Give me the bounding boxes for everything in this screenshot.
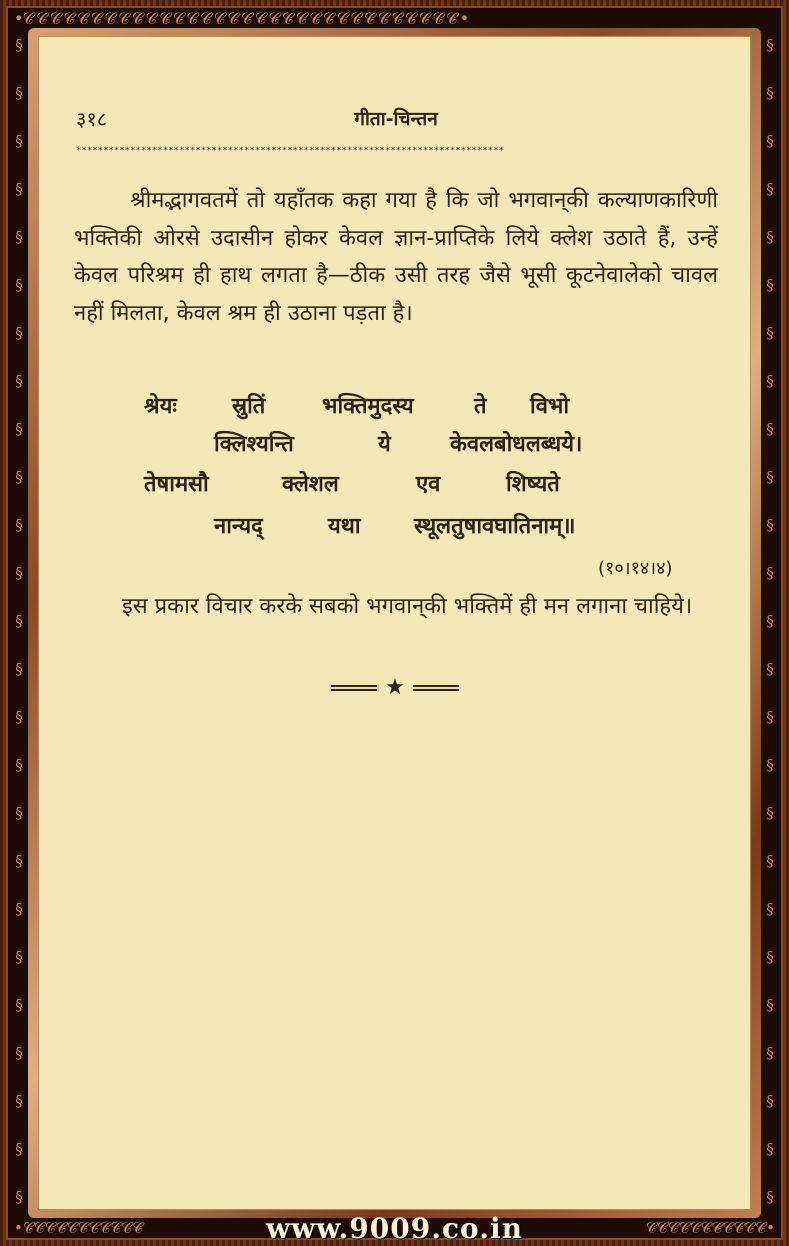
verse-word: तेषामसौ bbox=[144, 472, 209, 497]
top-ornament-border: •𝒞𝒞𝒞𝒞𝒞𝒞𝒞𝒞𝒞𝒞𝒞𝒞𝒞𝒞𝒞𝒞𝒞𝒞𝒞𝒞𝒞𝒞𝒞𝒞𝒞𝒞𝒞𝒞𝒞𝒞𝒞𝒞• bbox=[14, 10, 469, 28]
verse-word: यथा bbox=[328, 514, 361, 539]
divider-line-right bbox=[413, 685, 459, 691]
verse-word: क्लेशल bbox=[282, 472, 339, 497]
page-title: गीता-चिन्तन bbox=[354, 108, 438, 130]
verse-word: स्रुतिं bbox=[232, 394, 266, 419]
verse-word: विभो bbox=[530, 394, 570, 419]
verse-word: स्थूलतुषावघातिनाम्॥ bbox=[414, 514, 576, 539]
verse-word: ये bbox=[378, 432, 391, 457]
section-divider bbox=[318, 676, 472, 700]
verse-word: शिष्यते bbox=[506, 472, 560, 497]
paragraph-2: इस प्रकार विचार करके सबको भगवान्‌की भक्तिमें ही मन लगाना चाहिये। bbox=[122, 594, 693, 619]
verse-word: ते bbox=[474, 394, 487, 419]
star-icon: ★ bbox=[385, 675, 405, 700]
footer-ornament-left: •𝒞𝒞𝒞𝒞𝒞𝒞𝒞𝒞𝒞𝒞𝒞 bbox=[14, 1219, 144, 1237]
verse-word: भक्तिमुदस्य bbox=[322, 394, 414, 419]
verse-word: क्लिश्यन्ति bbox=[214, 432, 294, 457]
footer-bar bbox=[0, 1211, 789, 1245]
page-number: ३१८ bbox=[76, 107, 108, 131]
left-ornament-border: § § § § § § § § § § § § § § § § § § § § § § § § § bbox=[15, 36, 23, 1206]
verse-reference: (१०।१४।४) bbox=[598, 558, 673, 579]
verse-word: एव bbox=[416, 472, 441, 497]
header-separator: ******************************************************************************* bbox=[76, 146, 505, 156]
website-link[interactable]: www.9009.co.in bbox=[266, 1211, 523, 1245]
book-page bbox=[38, 36, 751, 1210]
verse-word: श्रेयः bbox=[144, 394, 177, 419]
divider-line-left bbox=[331, 685, 377, 691]
footer-ornament-right: 𝒞𝒞𝒞𝒞𝒞𝒞𝒞𝒞𝒞𝒞𝒞• bbox=[645, 1219, 775, 1237]
verse-word: नान्यद् bbox=[214, 514, 263, 539]
paragraph-1: श्रीमद्भागवतमें तो यहाँतक कहा गया है कि जो भगवान्‌की कल्याणकारिणी भक्तिकी ओरसे उदासीन होकर केवल ज्ञान-प्राप्तिके लिये क्लेश उठाते हैं, उन्हें केवल परिश्रम ही हाथ लगता है—ठीक उसी तरह जैसे भूसी कूटनेवालेको चावल नहीं मिलता, केवल श्रम ही उठाना पड़ता है। bbox=[74, 188, 718, 326]
verse-word: केवलबोधलब्धये। bbox=[450, 432, 583, 457]
page-header bbox=[76, 105, 716, 135]
right-ornament-border: § § § § § § § § § § § § § § § § § § § § § § § § § bbox=[766, 36, 774, 1206]
